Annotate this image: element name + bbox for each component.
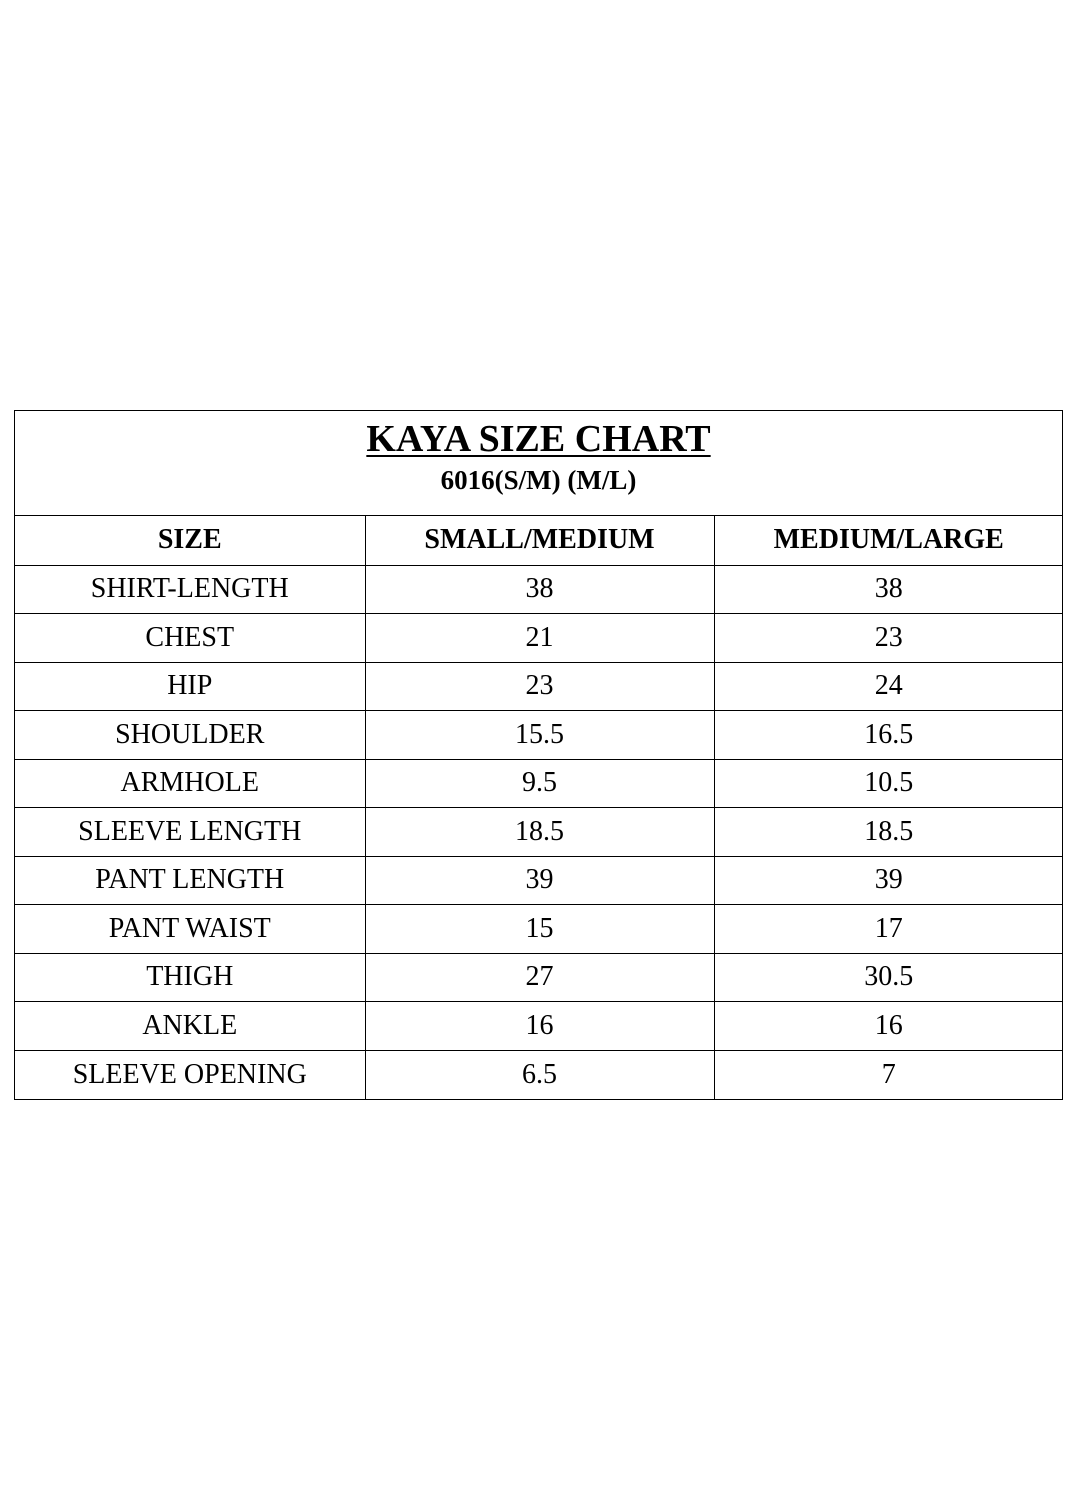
chart-title: KAYA SIZE CHART <box>366 418 711 460</box>
value-small-medium: 21 <box>365 614 714 663</box>
value-medium-large: 24 <box>714 662 1063 711</box>
table-row <box>15 614 1063 663</box>
value-medium-large: 7 <box>881 1058 896 1090</box>
size-chart <box>14 410 1063 1100</box>
table-header-row <box>15 516 1063 565</box>
row-label: SLEEVE OPENING <box>15 1050 365 1099</box>
row-label: SHOULDER <box>15 711 365 760</box>
row-label: PANT WAIST <box>15 905 365 954</box>
value-medium-large: 39 <box>714 856 1063 905</box>
table-row <box>15 759 1063 808</box>
header-size: SIZE <box>15 516 365 565</box>
table-row <box>15 953 1063 1002</box>
row-label: SHIRT-LENGTH <box>15 565 365 614</box>
value-medium-large: 16 <box>714 1002 1063 1051</box>
value-small-medium: 6.5 <box>365 1050 714 1099</box>
table-row <box>15 711 1063 760</box>
table-row <box>15 565 1063 614</box>
row-label: HIP <box>15 662 365 711</box>
table-row <box>15 905 1063 954</box>
row-label: THIGH <box>15 953 365 1002</box>
value-medium-large: 18.5 <box>714 808 1063 857</box>
header-small-medium: SMALL/MEDIUM <box>365 516 714 565</box>
chart-subtitle: 6016(S/M) (M/L) <box>440 465 637 495</box>
value-small-medium: 27 <box>365 953 714 1002</box>
value-medium-large: 10.5 <box>714 759 1063 808</box>
table-row <box>15 808 1063 857</box>
row-label: PANT LENGTH <box>15 856 365 905</box>
row-label: ANKLE <box>15 1002 365 1051</box>
header-medium-large: MEDIUM/LARGE <box>714 516 1063 565</box>
value-small-medium: 39 <box>365 856 714 905</box>
value-small-medium: 15 <box>365 905 714 954</box>
table-row <box>15 1002 1063 1051</box>
value-medium-large: 17 <box>714 905 1063 954</box>
table-row <box>15 1050 1063 1099</box>
value-small-medium: 16 <box>365 1002 714 1051</box>
chart-header <box>15 411 1062 516</box>
value-medium-large: 30.5 <box>714 953 1063 1002</box>
table-row <box>15 856 1063 905</box>
value-small-medium: 18.5 <box>365 808 714 857</box>
table-row <box>15 662 1063 711</box>
value-medium-large: 23 <box>714 614 1063 663</box>
value-medium-large: 38 <box>714 565 1063 614</box>
size-table <box>15 516 1063 1099</box>
value-small-medium: 15.5 <box>365 711 714 760</box>
row-label: SLEEVE LENGTH <box>15 808 365 857</box>
value-small-medium: 38 <box>365 565 714 614</box>
row-label: ARMHOLE <box>15 759 365 808</box>
value-small-medium: 9.5 <box>365 759 714 808</box>
row-label: CHEST <box>15 614 365 663</box>
value-medium-large: 16.5 <box>714 711 1063 760</box>
value-small-medium: 23 <box>365 662 714 711</box>
